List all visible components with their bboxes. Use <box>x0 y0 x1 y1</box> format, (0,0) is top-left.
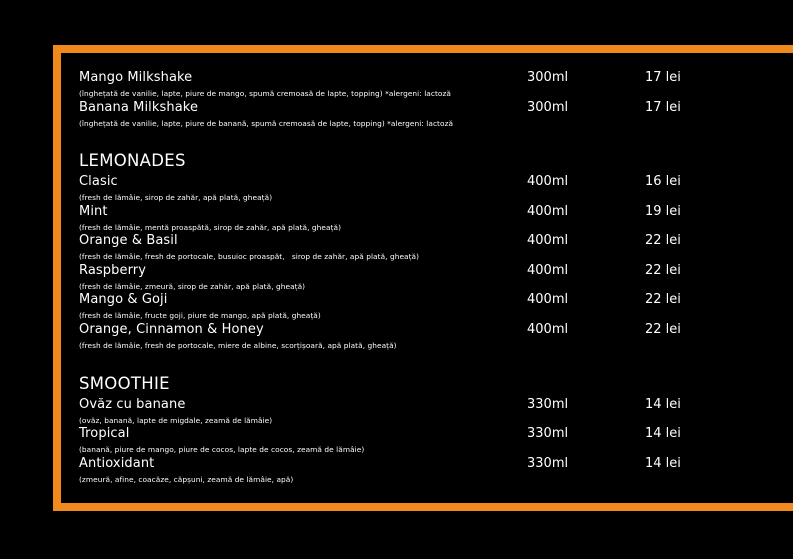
item-description: (înghețată de vanilie, lapte, piure de mango, spumă cremoasă de lapte, topping) *alergeni: lactoză <box>79 89 452 98</box>
item-price: 19 lei <box>645 204 681 219</box>
item-price: 22 lei <box>645 292 681 307</box>
item-description: (ovăz, banană, lapte de migdale, zeamă de lămâie) <box>79 416 273 425</box>
item-volume: 400ml <box>527 292 569 307</box>
item-volume: 400ml <box>527 174 569 189</box>
item-price: 17 lei <box>645 70 681 85</box>
item-volume: 330ml <box>527 456 569 471</box>
item-price: 17 lei <box>645 100 681 115</box>
item-price: 22 lei <box>645 233 681 248</box>
item-name: Antioxidant <box>79 456 155 471</box>
section-heading-smoothie: SMOOTHIE <box>79 374 170 393</box>
item-price: 22 lei <box>645 322 681 337</box>
item-volume: 330ml <box>527 397 569 412</box>
item-name: Ovăz cu banane <box>79 397 186 412</box>
item-description: (fresh de lămâie, zmeură, sirop de zahăr, apă plată, gheață) <box>79 282 306 291</box>
item-name: Banana Milkshake <box>79 100 199 115</box>
item-description: (fresh de lămâie, fresh de portocale, miere de albine, scorțișoară, apă plată, gheață) <box>79 341 397 350</box>
item-name: Tropical <box>79 426 130 441</box>
item-description: (înghețată de vanilie, lapte, piure de banană, spumă cremoasă de lapte, topping) *alergeni: lactoză <box>79 119 454 128</box>
item-description: (fresh de lămâie, mentă proaspătă, sirop de zahăr, apă plată, gheață) <box>79 223 342 232</box>
item-volume: 300ml <box>527 70 569 85</box>
item-description: (fresh de lămâie, fresh de portocale, busuioc proaspăt, sirop de zahăr, apă plată, gheață) <box>79 252 420 261</box>
item-description: (fresh de lămâie, sirop de zahăr, apă plată, gheață) <box>79 193 273 202</box>
item-price: 14 lei <box>645 456 681 471</box>
item-name: Orange, Cinnamon & Honey <box>79 322 264 337</box>
item-price: 14 lei <box>645 426 681 441</box>
item-description: (fresh de lămâie, fructe goji, piure de mango, apă plată, gheață) <box>79 311 321 320</box>
item-volume: 400ml <box>527 322 569 337</box>
item-name: Mango Milkshake <box>79 70 193 85</box>
item-price: 22 lei <box>645 263 681 278</box>
item-volume: 330ml <box>527 426 569 441</box>
item-name: Mint <box>79 204 108 219</box>
item-volume: 400ml <box>527 204 569 219</box>
item-volume: 300ml <box>527 100 569 115</box>
item-name: Clasic <box>79 174 118 189</box>
item-description: (banană, piure de mango, piure de cocos, lapte de cocos, zeamă de lămâie) <box>79 445 365 454</box>
item-description: (zmeură, afine, coacăze, căpșuni, zeamă de lămâie, apă) <box>79 475 294 484</box>
item-price: 16 lei <box>645 174 681 189</box>
item-name: Raspberry <box>79 263 147 278</box>
item-price: 14 lei <box>645 397 681 412</box>
item-volume: 400ml <box>527 233 569 248</box>
item-volume: 400ml <box>527 263 569 278</box>
item-name: Orange & Basil <box>79 233 178 248</box>
section-heading-lemonades: LEMONADES <box>79 151 186 170</box>
item-name: Mango & Goji <box>79 292 168 307</box>
